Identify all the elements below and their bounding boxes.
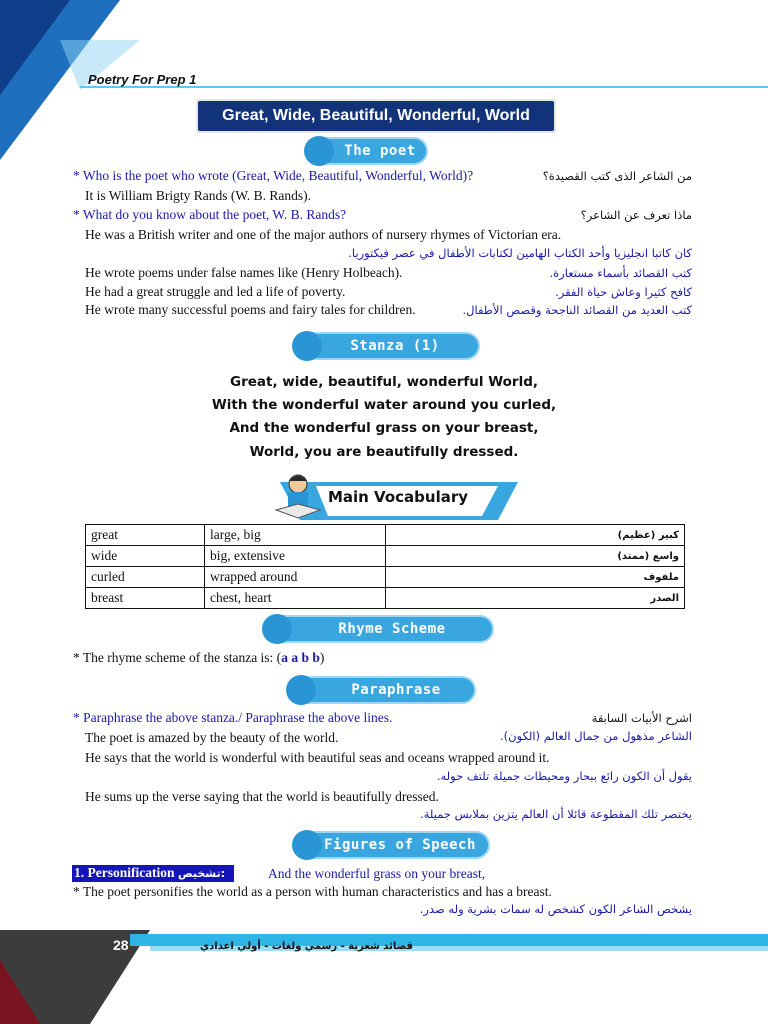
vocab-section-heading: Main Vocabulary — [327, 488, 469, 506]
paraphrase-question-ar: اشرح الأبيات السابقة — [591, 711, 692, 725]
paraphrase-line-3: He sums up the verse saying that the world is beautifully dressed. — [85, 789, 439, 804]
paraphrase-line-1-ar: الشاعر مذهول من جمال العالم (الكون). — [499, 729, 692, 743]
paraphrase-line-2: He says that the world is wonderful with beautiful seas and oceans wrapped around it. — [85, 750, 550, 765]
poet-answer-4-ar: كافح كثيرا وعاش حياة الفقر. — [555, 285, 692, 299]
footer-book-title: قصائد شعرية - رسمي ولغات - أولي اعدادي — [200, 941, 413, 952]
paraphrase-line-2-ar: يقول أن الكون رائع ببحار ومحيطات جميلة تلتف حوله. — [436, 769, 692, 783]
rhyme-scheme-line — [73, 649, 324, 667]
poet-question-2-ar: ماذا تعرف عن الشاعر؟ — [580, 208, 692, 222]
running-title: Poetry For Prep 1 — [88, 72, 197, 87]
vocab-meaning: large, big — [205, 525, 386, 546]
rhyme-scheme-close: ) — [319, 650, 325, 665]
figures-section-heading: Figures of Speech — [324, 837, 476, 853]
stanza-section-heading: Stanza (1) — [350, 338, 440, 354]
stanza-line-2: With the wonderful water around you curled, — [211, 397, 557, 413]
poet-answer-4: He had a great struggle and led a life of poverty. — [85, 284, 346, 299]
page-title: Great, Wide, Beautiful, Wonderful, World — [222, 107, 530, 124]
vocab-word: curled — [86, 567, 205, 588]
table-row — [86, 546, 685, 567]
paraphrase-line-1: The poet is amazed by the beauty of the world. — [85, 730, 339, 745]
stanza-line-1: Great, wide, beautiful, wonderful World, — [229, 374, 538, 390]
poet-section-heading: The poet — [344, 143, 416, 159]
rhyme-scheme-text: * The rhyme scheme of the stanza is: ( — [73, 650, 282, 665]
personification-example-line: And the wonderful grass on your breast, — [268, 866, 486, 881]
page-number: 28 — [113, 937, 129, 953]
vocab-word: breast — [86, 588, 205, 609]
stanza-line-4: World, you are beautifully dressed. — [249, 444, 519, 460]
vocab-meaning: wrapped around — [205, 567, 386, 588]
paraphrase-pill-dot — [286, 675, 316, 705]
poet-question-1: * Who is the poet who wrote (Great, Wide, Beautiful, Wonderful, World)? — [73, 168, 474, 183]
vocab-word: great — [86, 525, 205, 546]
vocab-arabic: الصدر — [386, 588, 685, 609]
poet-answer-3-ar: كتب القصائد بأسماء مستعارة. — [549, 266, 692, 280]
student-reading-icon — [268, 470, 322, 522]
vocab-arabic: واسع (ممتد) — [386, 546, 685, 567]
personification-explanation: * The poet personifies the world as a person with human characteristics and has a breast. — [73, 884, 552, 899]
stanza-line-3: And the wonderful grass on your breast, — [229, 420, 539, 436]
poet-answer-3: He wrote poems under false names like (Henry Holbeach). — [85, 265, 403, 280]
personification-label-ar: تشخيص: — [177, 867, 226, 880]
poet-question-2: * What do you know about the poet, W. B. Rands? — [73, 207, 347, 222]
vocabulary-table — [85, 524, 685, 609]
vocab-word: wide — [86, 546, 205, 567]
vocab-arabic: ملفوف — [386, 567, 685, 588]
rhyme-scheme-value: a a b b — [281, 650, 320, 665]
poet-answer-1: It is William Brigty Rands (W. B. Rands). — [85, 188, 311, 203]
paraphrase-question: * Paraphrase the above stanza./ Paraphrase the above lines. — [73, 710, 393, 725]
poet-answer-2-ar: كان كاتبا انجليزيا وأحد الكتاب الهامين لكتابات الأطفال في عصر فيكتوريا. — [348, 246, 692, 260]
poet-question-1-ar: من الشاعر الذى كتب القصيدة؟ — [542, 169, 692, 183]
poet-answer-2: He was a British writer and one of the major authors of nursery rhymes of Victorian era. — [85, 227, 562, 242]
paraphrase-section-heading: Paraphrase — [351, 682, 441, 698]
rhyme-section-heading: Rhyme Scheme — [338, 621, 446, 637]
vocab-meaning: big, extensive — [205, 546, 386, 567]
poet-answer-5-ar: كتب العديد من القصائد الناجحة وقصص الأطفال. — [462, 303, 692, 317]
table-row — [86, 567, 685, 588]
stanza-pill-dot — [292, 331, 322, 361]
table-row — [86, 525, 685, 546]
table-row — [86, 588, 685, 609]
bottom-corner-decoration — [0, 900, 160, 1024]
poet-answer-5: He wrote many successful poems and fairy tales for children. — [85, 302, 416, 317]
vocab-arabic: كبير (عظيم) — [386, 525, 685, 546]
personification-label — [74, 864, 225, 883]
paraphrase-line-3-ar: يختصر تلك المقطوعة قائلا أن العالم يتزين بملابس جميلة. — [420, 807, 692, 821]
vocab-meaning: chest, heart — [205, 588, 386, 609]
rhyme-pill-dot — [262, 614, 292, 644]
personification-explanation-ar: يشخص الشاعر الكون كشخص له سمات بشرية وله صدر. — [419, 902, 692, 916]
personification-label-en: 1. Personification — [74, 865, 175, 880]
